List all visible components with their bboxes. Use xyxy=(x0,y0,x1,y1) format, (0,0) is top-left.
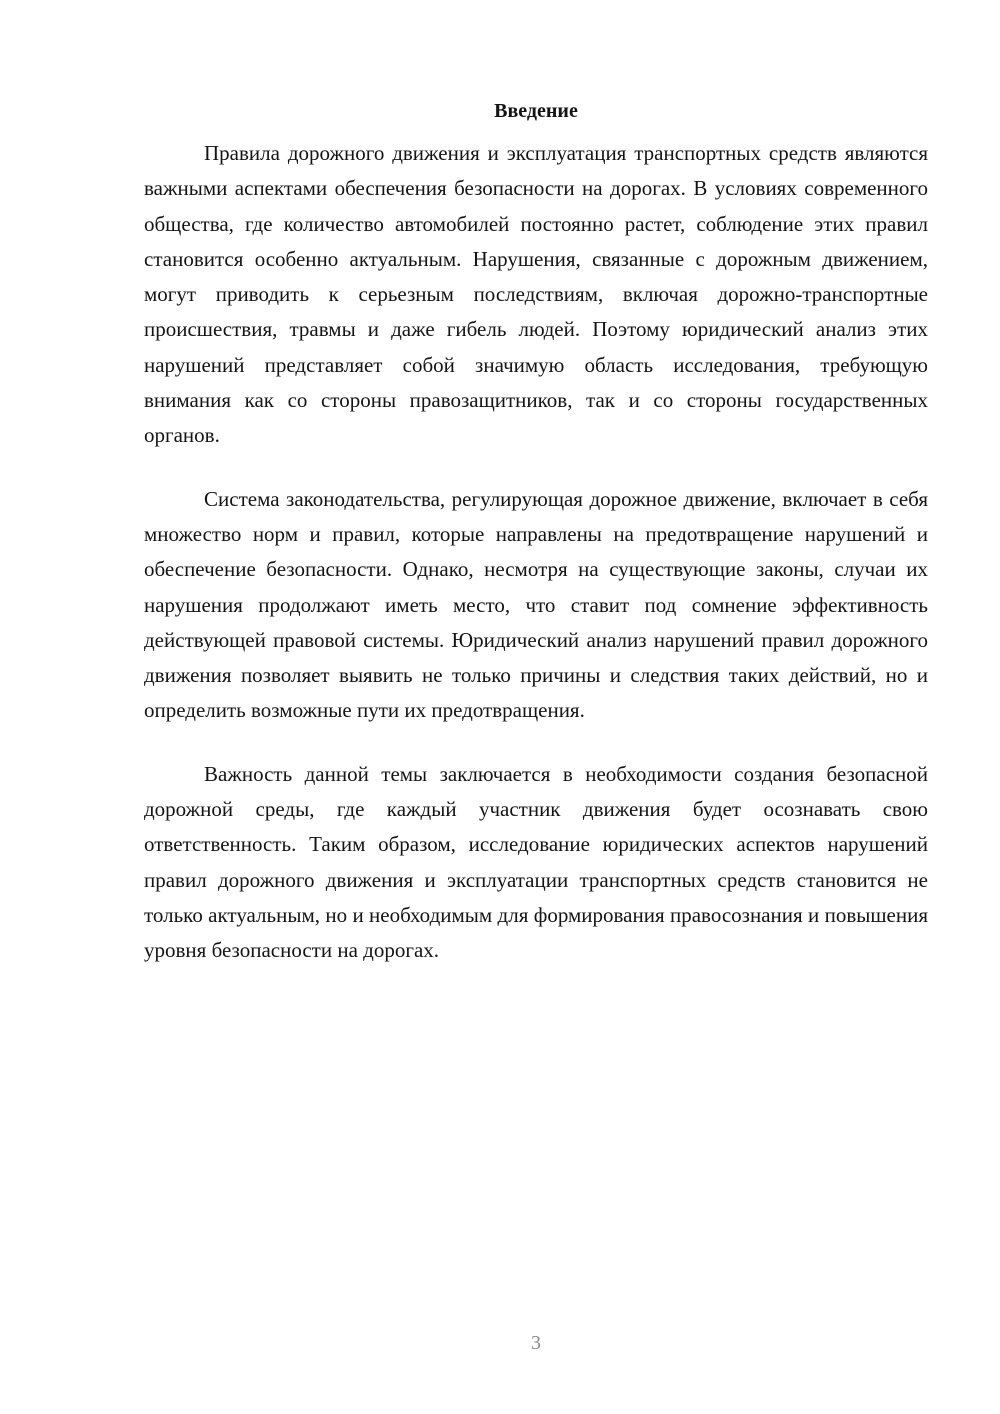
paragraph: Система законодательства, регулирующая дорожное движение, включает в себя множество норм и правил, которые направлены на предотвращение нарушений и обеспечение безопасности. Однако, несмотря на существующие законы, случаи их нарушения продолжают иметь место, что ставит под сомнение эффективность действующей правовой системы. Юридический анализ нарушений правил дорожного движения позволяет выявить не только причины и следствия таких действий, но и определить возможные пути их предотвращения. xyxy=(144,486,928,723)
paragraph: Правила дорожного движения и эксплуатация транспортных средств являются важными аспектами обеспечения безопасности на дорогах. В условиях современного общества, где количество автомобилей постоянно растет, соблюдение этих правил становится особенно актуальным. Нарушения, связанные с дорожным движением, могут приводить к серьезным последствиям, включая дорожно-транспортные происшествия, травмы и даже гибель людей. Поэтому юридический анализ этих нарушений представляет собой значимую область исследования, требующую внимания как со стороны правозащитников, так и со стороны государственных органов. xyxy=(144,141,928,448)
section-title: Введение xyxy=(494,100,578,122)
page-content xyxy=(144,96,928,969)
page-number: 3 xyxy=(531,1332,541,1354)
paragraph: Важность данной темы заключается в необходимости создания безопасной дорожной среды, где каждый участник движения будет осознавать свою ответственность. Таким образом, исследование юридических аспектов нарушений правил дорожного движения и эксплуатации транспортных средств становится не только актуальным, но и необходимым для формирования правосознания и повышения уровня безопасности на дорогах. xyxy=(144,761,928,963)
